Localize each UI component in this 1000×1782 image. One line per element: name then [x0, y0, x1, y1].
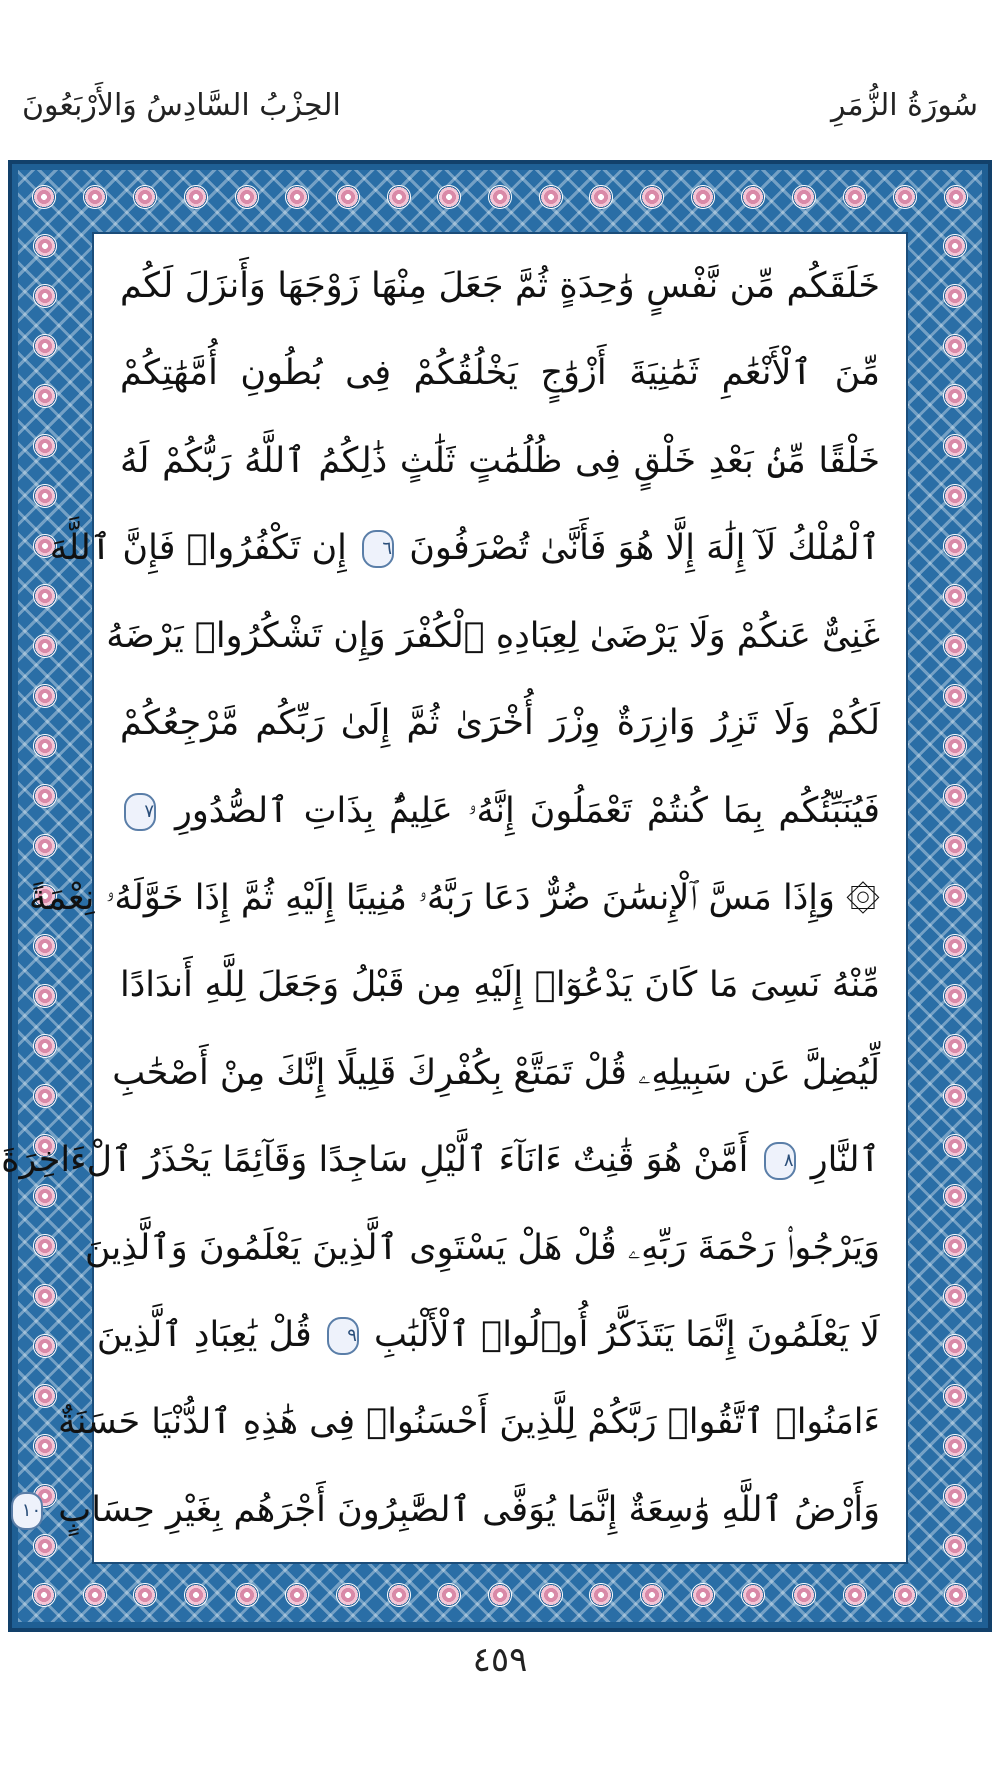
- verse-line: [120, 947, 880, 1023]
- rosette-ornament: [83, 185, 107, 209]
- rosette-ornament: [33, 334, 57, 358]
- rosette-ornament: [539, 185, 563, 209]
- rosette-ornament: [33, 734, 57, 758]
- verse-line: [21, 1472, 880, 1548]
- rosette-ornament: [943, 334, 967, 358]
- verse-text: لَكُمْ وَلَا تَزِرُ وَازِرَةٌ وِزْرَ أُخْرَىٰ ثُمَّ إِلَىٰ رَبِّكُم مَّرْجِعُكُمْ: [120, 703, 880, 744]
- verse-line: [96, 1297, 880, 1373]
- hizb-label: الحِزْبُ السَّادِسُ وَالأَرْبَعُونَ: [22, 88, 341, 123]
- verse-text: لِّيُضِلَّ عَن سَبِيلِهِۦ قُلْ تَمَتَّعْ بِكُفْرِكَ قَلِيلًا إِنَّكَ مِنْ أَصْحَٰبِ: [112, 1052, 880, 1093]
- rosette-ornament: [33, 1334, 57, 1358]
- rosette-ornament: [943, 634, 967, 658]
- rosette-ornament: [33, 634, 57, 658]
- page-header: [0, 0, 1000, 160]
- verse-line: [112, 1035, 880, 1111]
- rosette-ornament: [943, 1034, 967, 1058]
- rosette-ornament: [33, 384, 57, 408]
- rosette-ornament: [336, 185, 360, 209]
- rosette-ornament: [944, 185, 968, 209]
- ayah-number-marker: ١٠: [11, 1492, 43, 1530]
- rosette-ornament: [33, 1284, 57, 1308]
- rosette-ornament: [943, 1534, 967, 1558]
- verse-text: وَيَرْجُوا۟ رَحْمَةَ رَبِّهِۦ قُلْ هَلْ يَسْتَوِى ٱلَّذِينَ يَعْلَمُونَ وَٱلَّذِينَ: [84, 1227, 880, 1268]
- rosette-ornament: [33, 984, 57, 1008]
- rosette-ornament: [943, 934, 967, 958]
- rosette-ornament: [33, 834, 57, 858]
- verse-text: مِّنَ ٱلْأَنْعَٰمِ ثَمَٰنِيَةَ أَزْوَٰجٍ يَخْلُقُكُمْ فِى بُطُونِ أُمَّهَٰتِكُمْ: [120, 353, 880, 394]
- rosette-ornament: [437, 1583, 461, 1607]
- rosette-ornament: [943, 684, 967, 708]
- rosette-ornament: [33, 1034, 57, 1058]
- verse-text: ۞ وَإِذَا مَسَّ ٱلْإِنسَٰنَ ضُرٌّ دَعَا رَبَّهُۥ مُنِيبًا إِلَيْهِ ثُمَّ إِذَا خَوَّلَهُۥ نِعْمَةً: [28, 877, 880, 918]
- rosette-ornament: [184, 185, 208, 209]
- frame-rosettes-right: [940, 234, 970, 1558]
- rosette-ornament: [741, 185, 765, 209]
- verse-line: [84, 1210, 880, 1286]
- ornamental-frame: [1, 160, 992, 1632]
- verse-line: [120, 685, 880, 761]
- rosette-ornament: [943, 1084, 967, 1108]
- rosette-ornament: [33, 584, 57, 608]
- rosette-ornament: [437, 185, 461, 209]
- rosette-ornament: [285, 185, 309, 209]
- rosette-ornament: [943, 384, 967, 408]
- verse-line: [120, 335, 880, 411]
- rosette-ornament: [488, 185, 512, 209]
- verse-line: [49, 510, 880, 586]
- verse-line: [106, 598, 880, 674]
- verse-line: [1, 1122, 880, 1198]
- verse-text: ٱلنَّارِ: [810, 1140, 880, 1181]
- verse-text: فَيُنَبِّئُكُم بِمَا كُنتُمْ تَعْمَلُونَ إِنَّهُۥ عَلِيمٌۢ بِذَاتِ ٱلصُّدُورِ: [174, 790, 880, 831]
- verse-text: ءَامَنُوا۟ ٱتَّقُوا۟ رَبَّكُمْ لِلَّذِينَ أَحْسَنُوا۟ فِى هَٰذِهِ ٱلدُّنْيَا حَسَنَةٌ: [57, 1402, 880, 1443]
- rosette-ornament: [943, 484, 967, 508]
- rosette-ornament: [32, 1583, 56, 1607]
- verse-text: إِن تَكْفُرُوا۟ فَإِنَّ ٱللَّهَ: [49, 528, 347, 569]
- rosette-ornament: [33, 784, 57, 808]
- rosette-ornament: [235, 185, 259, 209]
- rosette-ornament: [387, 1583, 411, 1607]
- rosette-ornament: [33, 934, 57, 958]
- rosette-ornament: [691, 1583, 715, 1607]
- rosette-ornament: [792, 1583, 816, 1607]
- verse-line: [120, 773, 880, 849]
- rosette-ornament: [943, 534, 967, 558]
- rosette-ornament: [843, 185, 867, 209]
- rosette-ornament: [32, 185, 56, 209]
- rosette-ornament: [589, 185, 613, 209]
- rosette-ornament: [33, 484, 57, 508]
- verse-text: مِّنْهُ نَسِىَ مَا كَانَ يَدْعُوٓا۟ إِلَيْهِ مِن قَبْلُ وَجَعَلَ لِلَّهِ أَندَادًا: [120, 965, 880, 1006]
- rosette-ornament: [336, 1583, 360, 1607]
- rosette-ornament: [539, 1583, 563, 1607]
- rosette-ornament: [943, 1484, 967, 1508]
- verse-text: ٱلْمُلْكُ لَآ إِلَٰهَ إِلَّا هُوَ فَأَنَّىٰ تُصْرَفُونَ: [409, 528, 880, 569]
- frame-rosettes-bottom: [32, 1580, 968, 1610]
- verse-text: لَا يَعْلَمُونَ إِنَّمَا يَتَذَكَّرُ أُو۟لُوا۟ ٱلْأَلْبَٰبِ: [374, 1315, 880, 1356]
- verse-line: [120, 248, 880, 324]
- rosette-ornament: [83, 1583, 107, 1607]
- rosette-ornament: [943, 284, 967, 308]
- rosette-ornament: [33, 284, 57, 308]
- verse-text: غَنِىٌّ عَنكُمْ وَلَا يَرْضَىٰ لِعِبَادِهِ ٱلْكُفْرَ وَإِن تَشْكُرُوا۟ يَرْضَهُ: [106, 615, 880, 656]
- rosette-ornament: [691, 185, 715, 209]
- rosette-ornament: [943, 884, 967, 908]
- rosette-ornament: [792, 185, 816, 209]
- verse-text: أَمَّنْ هُوَ قَٰنِتٌ ءَانَآءَ ٱلَّيْلِ سَاجِدًا وَقَآئِمًا يَحْذَرُ ٱلْءَاخِرَةَ: [1, 1140, 749, 1181]
- ayah-number-marker: ٦: [362, 530, 394, 568]
- verse-line: [57, 1384, 880, 1460]
- rosette-ornament: [33, 1234, 57, 1258]
- rosette-ornament: [943, 784, 967, 808]
- verse-text: وَأَرْضُ ٱللَّهِ وَٰسِعَةٌ إِنَّمَا يُوَفَّى ٱلصَّٰبِرُونَ أَجْرَهُم بِغَيْرِ حِسَابٍ: [58, 1489, 880, 1530]
- frame-rosettes-top: [32, 182, 968, 212]
- rosette-ornament: [943, 1334, 967, 1358]
- rosette-ornament: [943, 234, 967, 258]
- page-number: ٤٥٩: [472, 1640, 528, 1680]
- rosette-ornament: [488, 1583, 512, 1607]
- quran-text-panel: [1, 232, 908, 1564]
- verse-line: [120, 423, 880, 499]
- rosette-ornament: [33, 1084, 57, 1108]
- rosette-ornament: [184, 1583, 208, 1607]
- ayah-number-marker: ٨: [764, 1142, 796, 1180]
- verse-line: [28, 860, 880, 936]
- rosette-ornament: [943, 1384, 967, 1408]
- rosette-ornament: [843, 1583, 867, 1607]
- rosette-ornament: [589, 1583, 613, 1607]
- rosette-ornament: [943, 1134, 967, 1158]
- rosette-ornament: [943, 834, 967, 858]
- rosette-ornament: [943, 1284, 967, 1308]
- rosette-ornament: [943, 1434, 967, 1458]
- rosette-ornament: [893, 1583, 917, 1607]
- rosette-ornament: [33, 434, 57, 458]
- rosette-ornament: [944, 1583, 968, 1607]
- rosette-ornament: [33, 234, 57, 258]
- ayah-number-marker: ٧: [124, 793, 156, 831]
- ayah-number-marker: ٩: [327, 1317, 359, 1355]
- rosette-ornament: [943, 984, 967, 1008]
- rosette-ornament: [33, 1434, 57, 1458]
- rosette-ornament: [943, 1234, 967, 1258]
- verse-text: خَلْقًا مِّنۢ بَعْدِ خَلْقٍ فِى ظُلُمَٰتٍ ثَلَٰثٍ ذَٰلِكُمُ ٱللَّهُ رَبُّكُمْ لَهُ: [120, 440, 880, 481]
- rosette-ornament: [285, 1583, 309, 1607]
- rosette-ornament: [893, 185, 917, 209]
- rosette-ornament: [640, 1583, 664, 1607]
- surah-name: سُورَةُ الزُّمَرِ: [830, 88, 978, 123]
- verse-text: خَلَقَكُم مِّن نَّفْسٍ وَٰحِدَةٍ ثُمَّ جَعَلَ مِنْهَا زَوْجَهَا وَأَنزَلَ لَكُم: [120, 266, 880, 306]
- rosette-ornament: [943, 734, 967, 758]
- rosette-ornament: [943, 584, 967, 608]
- rosette-ornament: [133, 185, 157, 209]
- rosette-ornament: [741, 1583, 765, 1607]
- rosette-ornament: [33, 684, 57, 708]
- rosette-ornament: [235, 1583, 259, 1607]
- rosette-ornament: [133, 1583, 157, 1607]
- rosette-ornament: [943, 434, 967, 458]
- verse-lines: [1, 248, 880, 1548]
- rosette-ornament: [640, 185, 664, 209]
- verse-text: قُلْ يَٰعِبَادِ ٱلَّذِينَ: [96, 1315, 312, 1356]
- rosette-ornament: [387, 185, 411, 209]
- rosette-ornament: [943, 1184, 967, 1208]
- rosette-ornament: [33, 1384, 57, 1408]
